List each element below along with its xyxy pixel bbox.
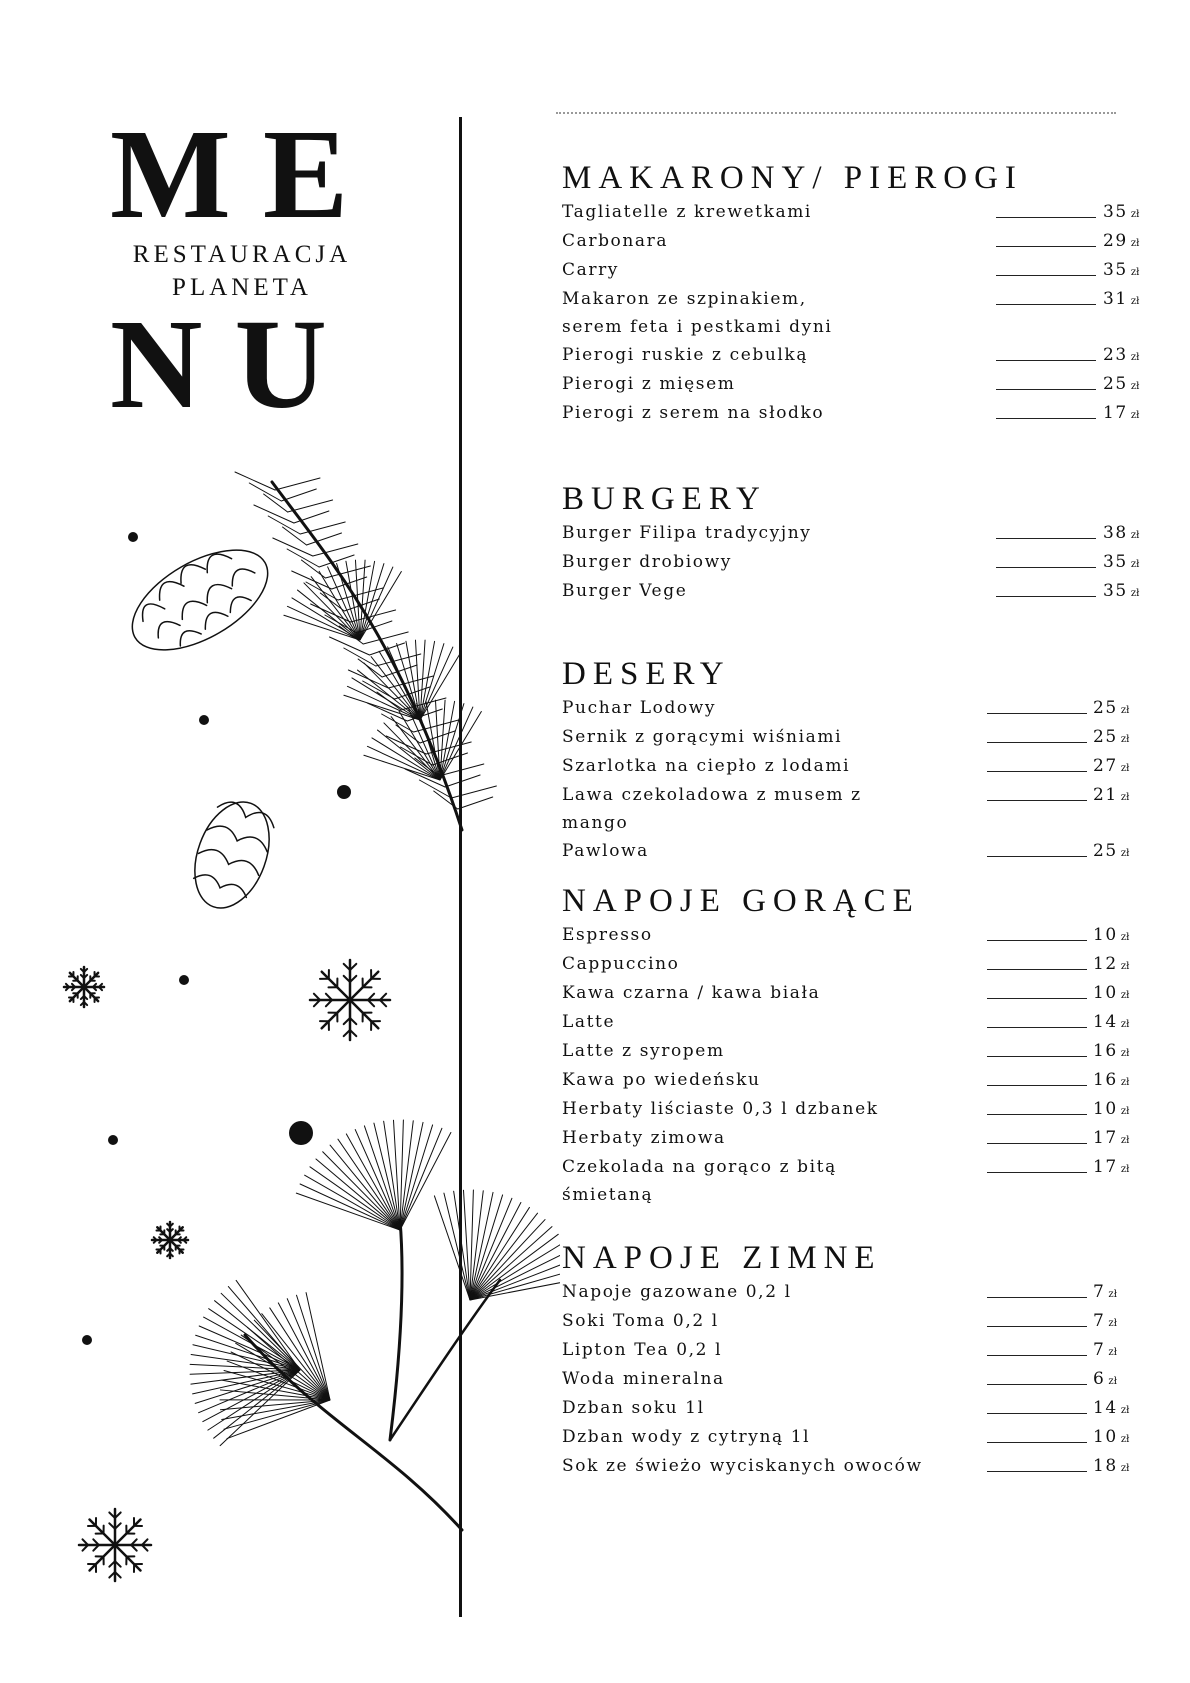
dot-icon (108, 1135, 118, 1145)
item-price (1103, 577, 1159, 608)
section-title: DESERY (562, 656, 731, 692)
leader-line (987, 713, 1087, 714)
section-cold-drinks (562, 1238, 1142, 1481)
price-value: 16 (1093, 1070, 1118, 1090)
leader-line (996, 304, 1096, 305)
menu-item (562, 950, 1142, 979)
menu-item (562, 341, 1142, 370)
leader-line (987, 940, 1087, 941)
snowflake-icon (64, 967, 104, 1007)
price-value: 17 (1093, 1128, 1118, 1148)
item-price (1093, 1124, 1149, 1155)
price-value: 21 (1093, 785, 1118, 805)
price-value: 23 (1103, 345, 1128, 365)
menu-item (562, 837, 1142, 866)
leader-line (987, 856, 1087, 857)
leader-line (996, 389, 1096, 390)
item-price (1093, 1278, 1149, 1309)
leader-line (987, 1172, 1087, 1173)
currency-label: zł (1130, 352, 1140, 363)
price-value: 10 (1093, 983, 1118, 1003)
decorations (0, 0, 560, 1683)
price-value: 10 (1093, 1099, 1118, 1119)
item-name: Dzban soku 1l (562, 1398, 705, 1418)
leader-line (987, 1413, 1087, 1414)
leader-line (987, 1085, 1087, 1086)
leader-line (987, 742, 1087, 743)
section-burgers (562, 479, 1142, 606)
item-name: Espresso (562, 925, 653, 945)
item-price (1093, 781, 1149, 812)
dot-icon (82, 1335, 92, 1345)
menu-item (562, 577, 1142, 606)
item-price (1093, 950, 1149, 981)
currency-label: zł (1120, 734, 1130, 745)
currency-label: zł (1130, 296, 1140, 307)
leader-line (987, 1355, 1087, 1356)
item-price (1103, 198, 1159, 229)
snowflake-icon (310, 960, 390, 1040)
item-name: Kawa po wiedeńsku (562, 1070, 761, 1090)
menu-item (562, 1124, 1142, 1153)
price-value: 7 (1093, 1282, 1106, 1302)
dot-icon (128, 532, 138, 542)
price-value: 18 (1093, 1456, 1118, 1476)
section-pasta-pierogi (562, 158, 1142, 428)
currency-label: zł (1120, 990, 1130, 1001)
currency-label: zł (1120, 1463, 1130, 1474)
currency-label: zł (1120, 1048, 1130, 1059)
item-price (1093, 694, 1149, 725)
currency-label: zł (1120, 1135, 1130, 1146)
price-value: 12 (1093, 954, 1118, 974)
item-name: Soki Toma 0,2 l (562, 1311, 719, 1331)
price-value: 6 (1093, 1369, 1106, 1389)
menu-item (562, 781, 1142, 837)
item-price (1103, 519, 1159, 550)
item-name: Burger Vege (562, 581, 688, 601)
currency-label: zł (1108, 1318, 1117, 1329)
item-price (1093, 1452, 1149, 1483)
currency-label: zł (1108, 1376, 1117, 1387)
currency-label: zł (1130, 559, 1140, 570)
dot-icon (289, 1121, 313, 1145)
price-value: 10 (1093, 925, 1118, 945)
price-value: 38 (1103, 523, 1128, 543)
currency-label: zł (1120, 763, 1130, 774)
currency-label: zł (1120, 961, 1130, 972)
menu-item (562, 370, 1142, 399)
item-name: Makaron ze szpinakiem, (562, 289, 807, 309)
currency-label: zł (1130, 209, 1140, 220)
item-name: Sok ze świeżo wyciskanych owoców (562, 1456, 923, 1476)
item-price (1093, 1365, 1149, 1396)
leader-line (996, 217, 1096, 218)
pine-branch-icon (190, 1120, 560, 1530)
item-price (1093, 837, 1149, 868)
price-value: 25 (1093, 698, 1118, 718)
menu-item (562, 519, 1142, 548)
dot-icon (199, 715, 209, 725)
leader-line (996, 567, 1096, 568)
item-price (1103, 227, 1159, 258)
section-title: NAPOJE GORĄCE (562, 883, 920, 919)
leader-line (987, 1114, 1087, 1115)
leader-line (996, 275, 1096, 276)
menu-item (562, 1423, 1142, 1452)
leader-line (987, 1384, 1087, 1385)
currency-label: zł (1120, 1405, 1130, 1416)
item-price (1093, 979, 1149, 1010)
dot-icon (179, 975, 189, 985)
pine-branch-icon (235, 472, 496, 830)
currency-label: zł (1120, 848, 1130, 859)
item-name: Pierogi z serem na słodko (562, 403, 825, 423)
item-price (1093, 1307, 1149, 1338)
menu-item (562, 399, 1142, 428)
menu-item (562, 1365, 1142, 1394)
item-price (1103, 399, 1159, 430)
currency-label: zł (1130, 381, 1140, 392)
item-name: Napoje gazowane 0,2 l (562, 1282, 792, 1302)
price-value: 7 (1093, 1340, 1106, 1360)
leader-line (987, 771, 1087, 772)
menu-item (562, 1278, 1142, 1307)
dot-icon (337, 785, 351, 799)
price-value: 35 (1103, 202, 1128, 222)
menu-title-top: ME (110, 103, 381, 245)
leader-line (987, 1143, 1087, 1144)
menu-item (562, 1066, 1142, 1095)
currency-label: zł (1130, 410, 1140, 421)
restaurant-name-line2: PLANETA (172, 274, 312, 301)
item-price (1103, 256, 1159, 287)
item-name: Lawa czekoladowa z musem z mango (562, 785, 862, 833)
menu-item (562, 548, 1142, 577)
leader-line (996, 538, 1096, 539)
price-value: 31 (1103, 289, 1128, 309)
price-value: 7 (1093, 1311, 1106, 1331)
item-name: Woda mineralna (562, 1369, 725, 1389)
item-name: Burger drobiowy (562, 552, 732, 572)
menu-title-bottom: NU (110, 293, 359, 435)
leader-line (987, 1326, 1087, 1327)
currency-label: zł (1120, 932, 1130, 943)
price-value: 25 (1093, 841, 1118, 861)
leader-line (996, 246, 1096, 247)
item-price (1103, 341, 1159, 372)
item-price (1103, 370, 1159, 401)
item-price (1093, 1008, 1149, 1039)
menu-item (562, 1307, 1142, 1336)
currency-label: zł (1130, 530, 1140, 541)
item-price (1093, 1423, 1149, 1454)
item-name: Tagliatelle z krewetkami (562, 202, 812, 222)
item-price (1103, 285, 1159, 316)
item-name: Dzban wody z cytryną 1l (562, 1427, 811, 1447)
currency-label: zł (1108, 1289, 1117, 1300)
price-value: 17 (1103, 403, 1128, 423)
item-name: Kawa czarna / kawa biała (562, 983, 821, 1003)
pine-cone-icon (181, 792, 283, 919)
section-desserts (562, 654, 1142, 866)
section-title: NAPOJE ZIMNE (562, 1240, 882, 1276)
leader-line (996, 596, 1096, 597)
leader-line (987, 1297, 1087, 1298)
item-name: Carbonara (562, 231, 669, 251)
currency-label: zł (1120, 792, 1130, 803)
menu-item (562, 1008, 1142, 1037)
leader-line (987, 1056, 1087, 1057)
item-price (1103, 548, 1159, 579)
currency-label: zł (1130, 238, 1140, 249)
menu-item (562, 198, 1142, 227)
item-price (1093, 1336, 1149, 1367)
price-value: 35 (1103, 581, 1128, 601)
section-hot-drinks (562, 881, 1142, 1209)
currency-label: zł (1130, 588, 1140, 599)
price-value: 16 (1093, 1041, 1118, 1061)
section-title: BURGERY (562, 481, 767, 517)
item-price (1093, 1037, 1149, 1068)
leader-line (996, 360, 1096, 361)
item-name: Cappuccino (562, 954, 680, 974)
pine-cone-icon (116, 530, 284, 671)
item-name: Sernik z gorącymi wiśniami (562, 727, 843, 747)
item-price (1093, 1095, 1149, 1126)
item-price (1093, 1066, 1149, 1097)
item-price (1093, 1394, 1149, 1425)
price-value: 17 (1093, 1157, 1118, 1177)
item-name: Czekolada na gorąco z bitą śmietaną (562, 1157, 837, 1205)
item-price (1093, 921, 1149, 952)
item-name: Pierogi z mięsem (562, 374, 736, 394)
section-title: MAKARONY/ PIEROGI (562, 160, 1023, 196)
item-name: Herbaty zimowa (562, 1128, 726, 1148)
price-value: 29 (1103, 231, 1128, 251)
item-name: Latte z syropem (562, 1041, 725, 1061)
leader-line (996, 418, 1096, 419)
menu-item (562, 1394, 1142, 1423)
menu-item (562, 723, 1142, 752)
currency-label: zł (1120, 1019, 1130, 1030)
leader-line (987, 969, 1087, 970)
item-name: Pierogi ruskie z cebulką (562, 345, 809, 365)
menu-item (562, 921, 1142, 950)
price-value: 10 (1093, 1427, 1118, 1447)
price-value: 35 (1103, 552, 1128, 572)
price-value: 25 (1103, 374, 1128, 394)
leader-line (987, 800, 1087, 801)
item-name: Puchar Lodowy (562, 698, 717, 718)
item-name: Lipton Tea 0,2 l (562, 1340, 723, 1360)
currency-label: zł (1120, 705, 1130, 716)
menu-item (562, 256, 1142, 285)
restaurant-name-line1: RESTAURACJA (132, 241, 352, 268)
menu-item (562, 1452, 1142, 1481)
price-value: 25 (1093, 727, 1118, 747)
item-name: Carry (562, 260, 619, 280)
item-name: Herbaty liściaste 0,3 l dzbanek (562, 1099, 879, 1119)
currency-label: zł (1120, 1106, 1130, 1117)
menu-item (562, 227, 1142, 256)
menu-item (562, 694, 1142, 723)
dotted-top-rule (556, 112, 1116, 114)
currency-label: zł (1108, 1347, 1117, 1358)
item-name: Szarlotka na ciepło z lodami (562, 756, 851, 776)
item-price (1093, 723, 1149, 754)
item-name: Latte (562, 1012, 616, 1032)
item-name: Burger Filipa tradycyjny (562, 523, 812, 543)
price-value: 27 (1093, 756, 1118, 776)
menu-item (562, 285, 1142, 341)
item-price (1093, 752, 1149, 783)
currency-label: zł (1120, 1077, 1130, 1088)
snowflake-icon (152, 1222, 188, 1258)
item-price (1093, 1153, 1149, 1184)
item-name: Pawlowa (562, 841, 649, 861)
currency-label: zł (1120, 1164, 1130, 1175)
menu-item (562, 1095, 1142, 1124)
item-name-line2: serem feta i pestkami dyni (562, 317, 833, 337)
menu-item (562, 752, 1142, 781)
menu-item (562, 1037, 1142, 1066)
leader-line (987, 1471, 1087, 1472)
menu-item (562, 1336, 1142, 1365)
price-value: 14 (1093, 1398, 1118, 1418)
snowflake-icon (79, 1509, 151, 1581)
menu-item (562, 1153, 1142, 1209)
currency-label: zł (1120, 1434, 1130, 1445)
price-value: 35 (1103, 260, 1128, 280)
leader-line (987, 1027, 1087, 1028)
menu-item (562, 979, 1142, 1008)
price-value: 14 (1093, 1012, 1118, 1032)
currency-label: zł (1130, 267, 1140, 278)
leader-line (987, 998, 1087, 999)
leader-line (987, 1442, 1087, 1443)
